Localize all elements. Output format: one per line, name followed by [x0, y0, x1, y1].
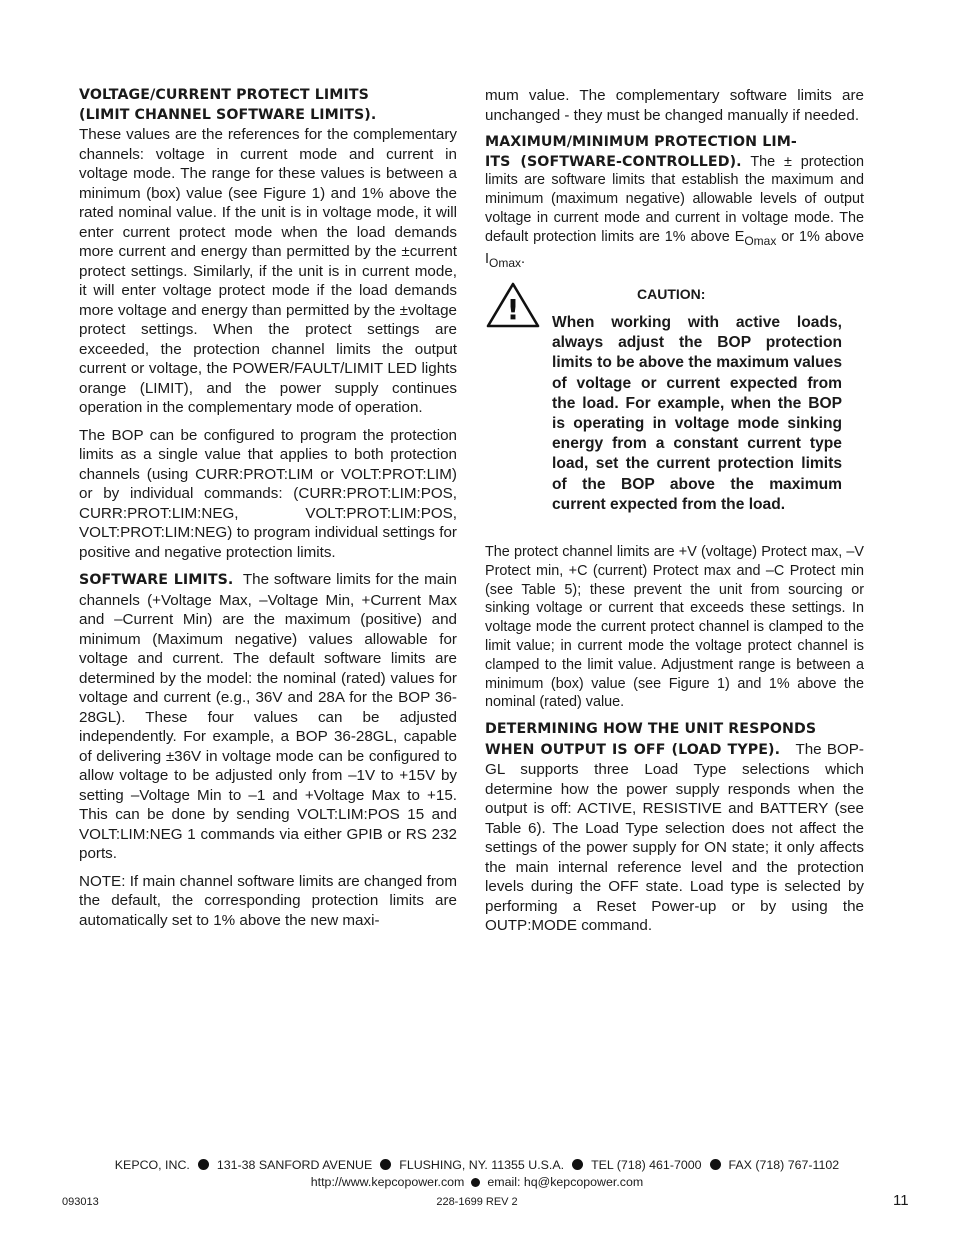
page-number: 11	[893, 1192, 909, 1209]
exclamation-mark: !	[506, 293, 520, 327]
caution-text: When working with active loads, always adjust the BOP protection limits to be above the maximum values of voltage or current expected from the load. For example, when the BOP is operating in voltage mode sinking energy from a constant current type load, set the current protection limits of the BOP above the maximum current expected from the load.	[552, 314, 842, 513]
website-link[interactable]: http://www.kepcopower.com	[310, 1175, 465, 1189]
section-heading-cont: WHEN OUTPUT IS OFF (LOAD TYPE).	[485, 741, 781, 758]
section-software-limits	[79, 570, 457, 864]
section-load-type	[485, 720, 864, 936]
section-heading-cont: (LIMIT CHANNEL SOFTWARE LIMITS).	[79, 106, 377, 123]
left-column	[79, 86, 457, 938]
section-heading: DETERMINING HOW THE UNIT RESPONDS	[485, 721, 817, 738]
section-heading: MAXIMUM/MINIMUM PROTECTION LIM-	[485, 134, 797, 150]
email-link[interactable]: email: hq@kepcopower.com	[487, 1175, 644, 1189]
paragraph: The software limits for the main channels (+Voltage Max, –Voltage Min, +Current Max and –Current Min) are the maximum (positive) and minimum (Maximum negative) values allowable for voltage and current. The default software limits are determined by the model: the nominal (rated) values for voltage and current (e.g., 36V and 28A for the BOP 36-28GL). These four values can be adjusted independently. For example, a BOP 36-28GL, capable of delivering ±36V in voltage mode can be configured to allow voltage to be adjusted only from –1V to +15V by setting –Voltage Min to –1 and +Voltage Max to +15. This can be done by sending VOLT:LIM:POS 15 and VOLT:LIM:NEG 1 commands via either GPIB or RS 232 ports.	[79, 571, 458, 862]
paragraph-protect-channel-limits: The protect channel limits are +V (voltage) Protect max, –V Protect min, +C (current) Protect max and –C Protect min (see Table 5); these prevent the unit from sourcing or sinking voltage or current that exceeds these settings. In voltage mode the current protect channel is clamped to the limit value; in current mode the voltage protect channel is clamped to the limit value. Adjustment range is between a minimum (box) value (see Figure 1) and 1% above the nominal (rated) value.	[485, 544, 864, 711]
bullet-icon	[710, 1159, 721, 1170]
paragraph-continued: mum value. The complementary software limits are unchanged - they must be changed manually if needed.	[485, 87, 864, 124]
caution-box	[485, 281, 864, 533]
footer-contact	[0, 1175, 954, 1189]
section-heading-cont: ITS (SOFTWARE-CONTROLLED).	[485, 153, 742, 170]
footer-address: KEPCO, INC. 131-38 SANFORD AVENUE FLUSHING, NY. 11355 U.S.A. TEL (718) 461-7000 FAX (718) 767-1102	[114, 1158, 840, 1172]
paragraph: WHEN OUTPUT IS OFF (LOAD TYPE). The BOP-GL supports three Load Type selections which determine how the power supply responds when the output is off: ACTIVE, RESISTIVE and BATTERY (see Table 6). The Load Type selection does not affect the settings of the power supply for ON state; it only affects the main internal reference level and the protection levels during the OFF state. Load type is selected by performing a Reset Power-up or by using the OUTP:MODE command.	[485, 740, 864, 935]
bullet-icon	[198, 1159, 209, 1170]
section-voltage-current-protect	[79, 86, 457, 418]
caution-label: CAUTION:	[637, 286, 706, 303]
bullet-icon	[471, 1178, 480, 1187]
right-column	[485, 86, 864, 944]
document-code: 093013	[62, 1196, 99, 1208]
section-heading: SOFTWARE LIMITS.	[79, 572, 234, 588]
bullet-icon	[572, 1159, 583, 1170]
paragraph-protection-config: The BOP can be configured to program the protection limits as a single value that applies to both protection channels (using CURR:PROT:LIM or VOLT:PROT:LIM) or by individual commands: (CURR:PROT:LIM:POS, CURR:PROT:LIM:NEG, VOLT:PROT:LIM:POS, VOLT:PROT:LIM:NEG) to program individual settings for positive and negative protection limits.	[79, 426, 457, 561]
section-max-min-protection	[485, 133, 864, 273]
document-revision: 228-1699 REV 2	[436, 1196, 518, 1208]
paragraph: These values are the references for the complementary channels: voltage in current mode and current in voltage mode. The range for these values is between a minimum (box) value (see Figure 1) and 1% above the rated nominal value. If the unit is in voltage mode, it will enter current protect mode when the load demands more current and energy than permitted by the ±current protect settings. Similarly, if the unit is in current mode, it will enter voltage protect mode if the load demands more voltage and energy than permitted by the ±voltage protect settings. When the protect settings are exceeded, the protection channel limits the output current or voltage, the POWER/FAULT/LIMIT LED lights orange (LIMIT), and the power supply continues operation in the complementary mode of operation.	[79, 126, 457, 416]
bullet-icon	[380, 1159, 391, 1170]
note-paragraph: NOTE: If main channel software limits are changed from the default, the corresponding protection limits are automatically set to 1% above the new maxi-	[79, 872, 457, 929]
section-heading: VOLTAGE/CURRENT PROTECT LIMITS	[79, 87, 369, 103]
warning-triangle-icon	[485, 281, 541, 329]
paragraph: ITS (SOFTWARE-CONTROLLED). The ± protection limits are software limits that establish the maximum and minimum (maximum negative) allowable levels of output voltage in current mode and current in voltage mode. The default protection limits are 1% above $E_{Omax}$ or 1% above $I_{Omax}$.	[485, 153, 864, 271]
